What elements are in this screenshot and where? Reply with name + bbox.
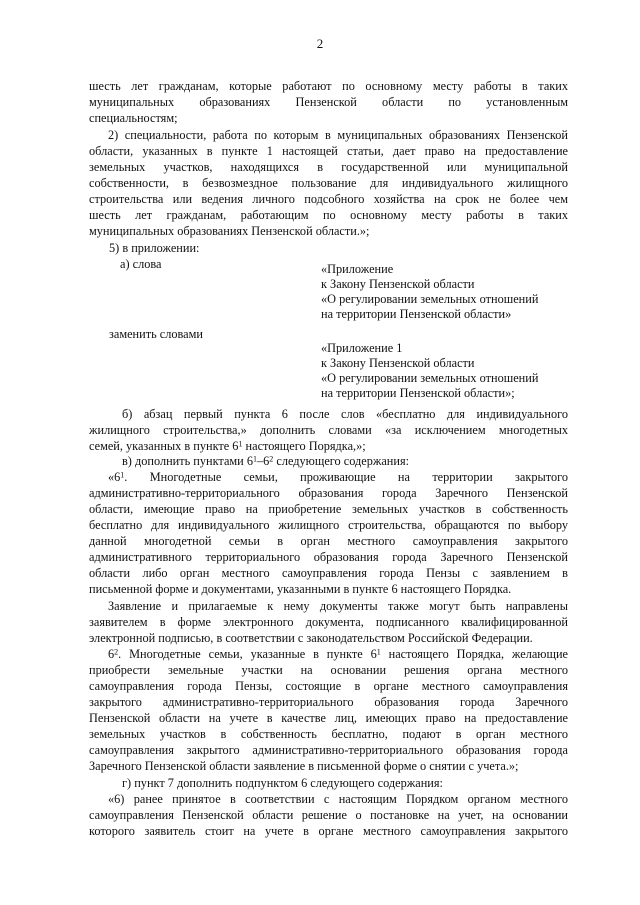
- apps-line-2: заявителем в форме электронного документа, подписанного квалифицированной: [89, 615, 568, 629]
- item5a-line: а) слова: [120, 257, 162, 271]
- p61-line-7: области либо орган местного самоуправления города Пензы с заявлением в: [89, 566, 568, 580]
- apps-line-3: электронной подписью, в соответствии с законодательством Российской Федерации.: [89, 631, 533, 645]
- p61-line-3: области, имеющие право на приобретение земельных участков в собственность: [89, 502, 568, 516]
- new-block-line: к Закону Пензенской области: [321, 356, 475, 370]
- p61-line-6: административного территориального образования города Заречного Пензенской: [89, 550, 568, 564]
- new-block-line: «О регулировании земельных отношений: [321, 371, 539, 385]
- new-appendix-block: [321, 341, 581, 401]
- page-number: 2: [316, 36, 324, 51]
- p61-line-8: письменной форме и документами, указанными в пункте 6 настоящего Порядка.: [89, 582, 512, 596]
- p62-line-4: закрытого административно-территориального образования города Заречного: [89, 695, 568, 709]
- old-block-line: к Закону Пензенской области: [321, 277, 475, 291]
- item2-line-1: 2) специальности, работа по которым в муниципальных образованиях Пензенской: [108, 128, 568, 142]
- item-b-line-3: семей, указанных в пункте $6^1$ настоящего Порядка,»;: [89, 439, 366, 453]
- item-b-line-2: жилищного строительства,» дополнить словами «за исключением многодетных: [89, 423, 568, 437]
- p62-line-8: Заречного Пензенской области заявление в письменной форме о снятии с учета.»;: [89, 759, 519, 773]
- item-v-line: в) дополнить пунктами $6^1-6^2$ следующего содержания:: [122, 454, 410, 468]
- p62-line-1: $6^2$. Многодетные семьи, указанные в пункте $6^1$ настоящего Порядка, желающие: [108, 647, 568, 661]
- p61-line-4: бесплатно для индивидуального жилищного строительства, обращаются по выбору: [89, 518, 568, 532]
- p6-line-1: «6) ранее принятое в соответствии с настоящим Порядком органом местного: [108, 792, 568, 806]
- intro-line-3: специальностям;: [89, 111, 178, 125]
- intro-line-2: муниципальных образованиях Пензенской области по установленным: [89, 95, 568, 109]
- item2-line-6: шесть лет гражданам, работающим по основному месту работы в таких: [89, 208, 568, 222]
- p62-line-2: приобрести земельные участки на основании решения органа местного: [89, 663, 568, 677]
- old-block-line: «О регулировании земельных отношений: [321, 292, 539, 306]
- p62-line-3: самоуправления города Пензы, состоящие в органе местного самоуправления: [89, 679, 568, 693]
- new-block-line: на территории Пензенской области»;: [321, 386, 515, 400]
- apps-line-1: Заявление и прилагаемые к нему документы также могут быть направлены: [108, 599, 568, 613]
- item2-line-4: собственности, в безвозмездное пользование для индивидуального жилищного: [89, 176, 568, 190]
- p6-line-3: которого заявитель стоит на учете в органе местного самоуправления закрытого: [89, 824, 568, 838]
- item2-line-5: строительства или ведения личного подсобного хозяйства на срок не более чем: [89, 192, 568, 206]
- old-appendix-block: [321, 262, 581, 322]
- item5-line: 5) в приложении:: [109, 241, 200, 255]
- p62-line-7: самоуправления закрытого административно-территориального образования города: [89, 743, 568, 757]
- item2-line-2: области, указанных в пункте 1 настоящей статьи, дает право на предоставление: [89, 144, 568, 158]
- item2-line-3: земельных участков, находящихся в государственной или муниципальной: [89, 160, 568, 174]
- item-b-line-1: б) абзац первый пункта 6 после слов «бесплатно для индивидуального: [122, 407, 568, 421]
- p62-line-6: земельных участков в собственность бесплатно, подают в орган местного: [89, 727, 568, 741]
- p6-line-2: самоуправления Пензенской области решение о постановке на учет, на основании: [89, 808, 568, 822]
- old-block-line: на территории Пензенской области»: [321, 307, 512, 321]
- item2-line-7: муниципальных образованиях Пензенской области.»;: [89, 224, 370, 238]
- p62-line-5: Пензенской области на учете в качестве лиц, имеющих право на предоставление: [89, 711, 568, 725]
- replace-with-line: заменить словами: [109, 327, 203, 341]
- p61-line-1: «$6^1$. Многодетные семьи, проживающие на территории закрытого: [108, 470, 568, 484]
- p61-line-2: административно-территориального образования города Заречного Пензенской: [89, 486, 568, 500]
- old-block-line: «Приложение: [321, 262, 394, 276]
- new-block-line: «Приложение 1: [321, 341, 403, 355]
- p61-line-5: данной многодетной семьи в орган местного самоуправления закрытого: [89, 534, 568, 548]
- intro-line-1: шесть лет гражданам, которые работают по основному месту работы в таких: [89, 79, 568, 93]
- item-g-line: г) пункт 7 дополнить подпунктом 6 следующего содержания:: [122, 776, 443, 790]
